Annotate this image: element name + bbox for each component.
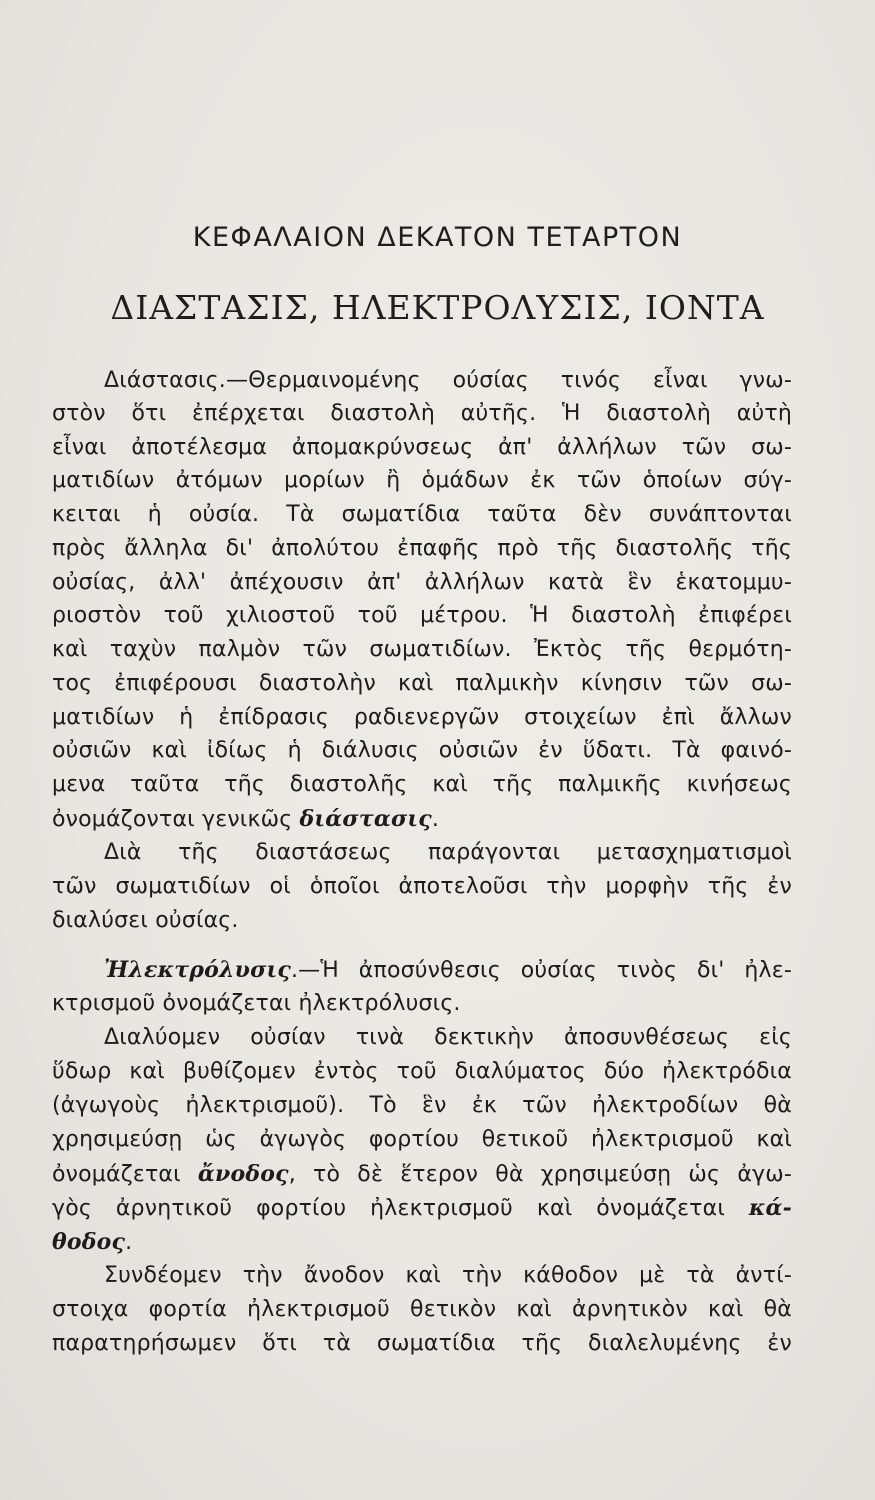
paragraph-line: ὕδωρ καὶ βυθίζομεν ἐντὸς τοῦ διαλύματος δύο ἠλεκτρόδια: [52, 1059, 792, 1084]
chapter-heading: ΚΕΦΑΛΑΙΟΝ ΔΕΚΑΤΟΝ ΤΕΤΑΡΤΟΝ: [192, 222, 683, 253]
paragraph-line: οὐσιῶν καὶ ἰδίως ἡ διάλυσις οὐσιῶν ἐν ὕδατι. Τὰ φαινό-: [52, 738, 792, 763]
paragraph-line: στὸν ὅτι ἐπέρχεται διαστολὴ αὐτῆς. Ἡ διαστολὴ αὐτὴ: [52, 401, 792, 426]
term-electrolysis-heading: Ἠλεκτρόλυσις: [104, 957, 291, 983]
paragraph-line: μενα ταῦτα τῆς διαστολῆς καὶ τῆς παλμικῆς κινήσεως: [52, 772, 792, 797]
paragraph-line: γὸς ἀρνητικοῦ φορτίου ἠλεκτρισμοῦ καὶ ὀνομάζεται κά-: [52, 1195, 792, 1221]
paragraph-line: στοιχα φορτία ἠλεκτρισμοῦ θετικὸν καὶ ἀρνητικὸν καὶ θὰ: [52, 1297, 792, 1322]
term-anode: ἄνοδος: [197, 1161, 289, 1187]
paragraph-line: εἶναι ἀποτέλεσμα ἀπομακρύνσεως ἀπ' ἀλλήλων τῶν σω-: [52, 435, 792, 460]
paragraph-line: διαλύσει οὐσίας.: [52, 908, 239, 933]
paragraph-line: ριοστὸν τοῦ χιλιοστοῦ τοῦ μέτρου. Ἡ διαστολὴ ἐπιφέρει: [52, 603, 792, 628]
paragraph-line: Διαλύομεν οὐσίαν τινὰ δεκτικὴν ἀποσυνθέσεως εἰς: [104, 1025, 792, 1050]
paragraph-line: (ἀγωγοὺς ἠλεκτρισμοῦ). Τὸ ἓν ἐκ τῶν ἠλεκτροδίων θὰ: [52, 1093, 792, 1118]
paragraph-line: Διάστασις.—Θερμαινομένης ούσίας τινός εἶναι γνω-: [104, 368, 792, 393]
paragraph-line: παρατηρήσωμεν ὅτι τὰ σωματίδια τῆς διαλελυμένης ἐν: [52, 1331, 792, 1356]
section-title: ΔΙΑΣΤΑΣΙΣ, ΗΛΕΚΤΡΟΛΥΣΙΣ, ΙΟΝΤΑ: [110, 288, 765, 327]
term-diastasis-emphasis: διάστασις: [299, 806, 432, 832]
paragraph-line: χρησιμεύσῃ ὡς ἀγωγὸς φορτίου θετικοῦ ἠλεκτρισμοῦ καὶ: [52, 1127, 792, 1152]
paragraph-line: κειται ἡ οὐσία. Τὰ σωματίδια ταῦτα δὲν συνάπτονται: [52, 502, 792, 527]
term-cathode-part2: θοδος: [52, 1229, 126, 1255]
paragraph-line: Ἠλεκτρόλυσις.—Ἡ ἀποσύνθεσις οὐσίας τινὸς δι' ἠλε-: [104, 957, 792, 983]
paragraph-line: κτρισμοῦ ὀνομάζεται ἠλεκτρόλυσις.: [52, 991, 461, 1016]
paragraph-line: ματιδίων ἀτόμων μορίων ἢ ὁμάδων ἐκ τῶν ὁποίων σύγ-: [52, 468, 792, 493]
paragraph-line: τος ἐπιφέρουσι διαστολὴν καὶ παλμικὴν κίνησιν τῶν σω-: [52, 671, 792, 696]
paragraph-line: τῶν σωματιδίων οἱ ὁποῖοι ἀποτελοῦσι τὴν μορφὴν τῆς ἐν: [52, 874, 792, 899]
paragraph-line: ματιδίων ἡ ἐπίδρασις ραδιενεργῶν στοιχείων ἐπὶ ἄλλων: [52, 705, 792, 730]
paragraph-line: πρὸς ἄλληλα δι' ἀπολύτου ἐπαφῆς πρὸ τῆς διαστολῆς τῆς: [52, 536, 792, 561]
paragraph-line: οὐσίας, ἀλλ' ἀπέχουσιν ἀπ' ἀλλήλων κατὰ ἓν ἑκατομμυ-: [52, 570, 792, 595]
paragraph-line: ὀνομάζονται γενικῶς διάστασις.: [52, 806, 440, 832]
term-diastasis-heading: Διάστασις: [104, 368, 219, 393]
term-cathode-part1: κά-: [748, 1195, 792, 1221]
paragraph-line: Συνδέομεν τὴν ἄνοδον καὶ τὴν κάθοδον μὲ τὰ ἀντί-: [104, 1263, 792, 1288]
paragraph-line: θοδος.: [52, 1229, 133, 1255]
paragraph-line: Διὰ τῆς διαστάσεως παράγονται μετασχηματισμοὶ: [104, 840, 792, 865]
paragraph-line: καὶ ταχὺν παλμὸν τῶν σωματιδίων. Ἐκτὸς τῆς θερμότη-: [52, 637, 792, 662]
paragraph-line: ὀνομάζεται ἄνοδος, τὸ δὲ ἕτερον θὰ χρησιμεύσῃ ὡς ἀγω-: [52, 1161, 792, 1187]
